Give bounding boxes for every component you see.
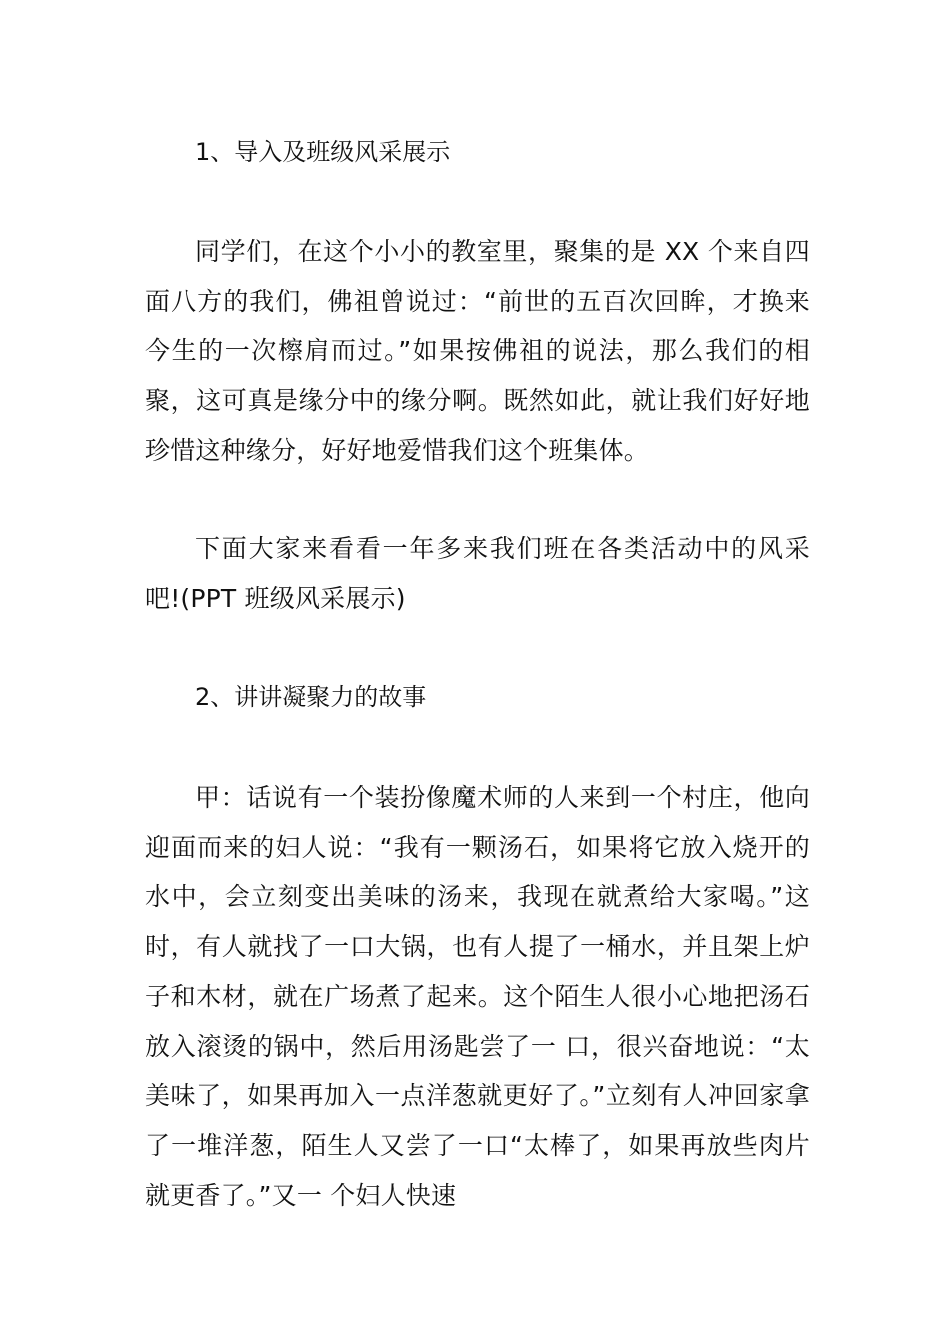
paragraph-intro: 同学们，在这个小小的教室里，聚集的是 XX 个来自四面八方的我们，佛祖曾说过：“前世的五百次回眸，才换来今生的一次檫肩而过。”如果按佛祖的说法，那么我们的相聚，这可真是缘分中的缘分啊。既然如此，就让我们好好地珍惜这种缘分，好好地爱惜我们这个班集体。 — [145, 237, 810, 465]
section-heading-1: 1、导入及班级风采展示 — [195, 138, 451, 166]
section-heading-2: 2、讲讲凝聚力的故事 — [195, 683, 427, 711]
paragraph-ppt-showcase: 下面大家来看看一年多来我们班在各类活动中的风采吧!(PPT 班级风采展示) — [145, 534, 810, 613]
paragraph-story: 甲：话说有一个装扮像魔术师的人来到一个村庄，他向迎面而来的妇人说：“我有一颗汤石，如果将它放入烧开的水中，会立刻变出美味的汤来，我现在就煮给大家喝。”这时，有人就找了一口大锅，也有人提了一桶水，并且架上炉子和木材，就在广场煮了起来。这个陌生人很小心地把汤石放入滚烫的锅中，然后用汤匙尝了一 口，很兴奋地说：“太美味了，如果再加入一点洋葱就更好了。”立刻有人冲回家拿了一堆洋葱，陌生人又尝了一口“太棒了，如果再放些肉片就更香了。”又一 个妇人快速 — [145, 783, 810, 1210]
